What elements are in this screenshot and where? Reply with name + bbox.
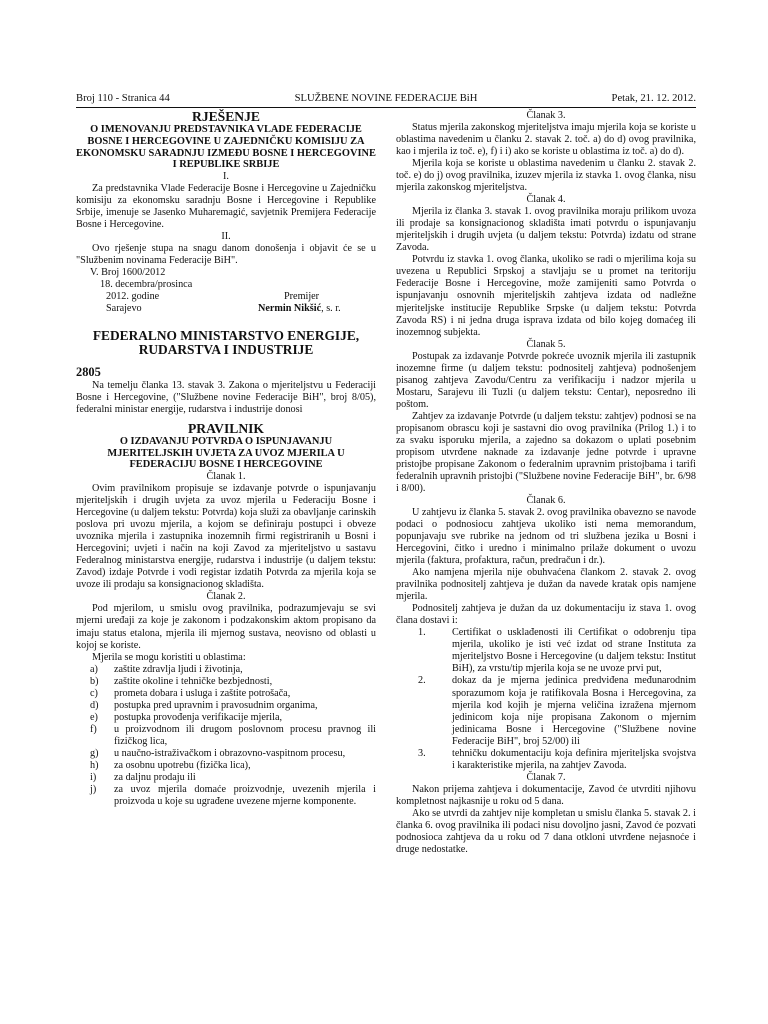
areas-list xyxy=(76,664,376,808)
paragraph: Ovo rješenje stupa na snagu danom donošenja i objavit će se u "Službenim novinama Federacije BiH". xyxy=(76,243,376,267)
list-item xyxy=(76,664,376,676)
reference-number: V. Broj 1600/2012 xyxy=(90,267,166,279)
list-item xyxy=(76,700,376,712)
paragraph: Mjerila iz članka 3. stavak 1. ovog pravilnika moraju prilikom uvoza ili prodaje sa konsignacionog skladišta imati potvrdu o ispunjavanju mjeriteljskih i drugih uvjeta (u daljem tekstu: Potvrda) izdatu od strane Zavoda. xyxy=(396,206,696,254)
signing-date: 18. decembra/prosinca xyxy=(100,279,193,291)
signatory-suffix: , s. r. xyxy=(321,303,341,315)
list-label: i) xyxy=(90,771,97,783)
list-text: tehničku dokumentaciju koja definira mjeriteljska svojstva i karakteristike mjerila, na zahtjev Zavoda. xyxy=(452,747,696,771)
paragraph: Status mjerila zakonskog mjeriteljstva imaju mjerila koja se koriste u oblastima navedenim u članku 2. stavak 2. toč. a) do d) ovog pravilnika, kao i mjerila iz toč. e), f) i i) ako se koriste u oblastima iz toč. a) do d). xyxy=(396,122,696,158)
signing-year: 2012. godine xyxy=(106,291,160,303)
article-heading: Članak 4. xyxy=(526,194,566,206)
regulation-subtitle: O IZDAVANJU POTVRDA O ISPUNJAVANJU MJERITELJSKIH UVJETA ZA UVOZ MJERILA U FEDERACIJU BOSNE I HERCEGOVINE xyxy=(107,436,345,471)
list-label: j) xyxy=(90,783,97,795)
paragraph: Za predstavnika Vlade Federacije Bosne i Hercegovine u Zajedničku komisiju za ekonomsku saradnju Bosne i Hercegovine i Republike Srbije, imenuje se Jasenko Muharemagić, savjetnik Premijera Federacije Bosne i Hercegovine. xyxy=(76,182,376,230)
paragraph: Zahtjev za izdavanje Potvrde (u daljem tekstu: zahtjev) podnosi se na propisanom obrascu koji je sastavni dio ovog pravilnika (Prilog 1.) i to za svaku isporuku mjerila, a zajedno sa dokazom o uplati posebnim propisom utvrđene naknade za izdavanje jedne potvrde i upravne pristojbe propisane Zakonom o federalnim upravnim pristojbama i tarifi federalnih upravnih pristojbi ("Službene novine Federacije BiH", br. 6/98 i 8/00). xyxy=(396,410,696,494)
paragraph: Pod mjerilom, u smislu ovog pravilnika, podrazumjevaju se svi mjerni uređaji za koje je zakonom i podzakonskim aktom propisano da imaju status etalona, mjerila ili mjernog sustava, neovisno od oblasti u kojoj se koriste. xyxy=(76,603,376,651)
list-text: prometa dobara i usluga i zaštite potrošača, xyxy=(114,687,291,699)
list-text: postupka pred upravnim i pravosudnim organima, xyxy=(114,699,318,711)
article-heading: Članak 2. xyxy=(206,591,246,603)
decision-subtitle: O IMENOVANJU PREDSTAVNIKA VLADE FEDERACIJE BOSNE I HERCEGOVINE U ZAJEDNIČKU KOMISIJU ZA EKONOMSKU SARADNJU IZMEĐU BOSNE I HERCEGOVINE I REPUBLIKE SRBIJE xyxy=(76,124,376,171)
list-item xyxy=(76,712,376,724)
list-label: e) xyxy=(90,711,98,723)
right-column xyxy=(396,110,696,856)
list-item xyxy=(396,748,696,772)
signatory-name: Nermin Nikšić xyxy=(258,303,322,315)
paragraph: Mjerila se mogu koristiti u oblastima: xyxy=(92,651,246,663)
paragraph: Ako se utvrdi da zahtjev nije kompletan u smislu članka 5. stavak 2. i članka 6. ovog pravilnika ili podaci nisu dovoljno jasni, Zavod će pozvati podnosioca zahtjeva da u roku od 7 dana otkloni utvrđene nejasnoće i druge nedostatke. xyxy=(396,807,696,855)
article-heading: Članak 3. xyxy=(526,110,566,121)
list-label: 2. xyxy=(418,675,426,687)
signature-block xyxy=(76,267,376,315)
list-item xyxy=(396,627,696,675)
paragraph: Nakon prijema zahtjeva i dokumentacije, Zavod će utvrditi njihovu kompletnost najkasnije u roku od 5 dana. xyxy=(396,783,696,807)
article-heading: Članak 7. xyxy=(526,771,566,783)
paragraph: Podnositelj zahtjeva je dužan da uz dokumentaciju iz stava 1. ovog člana dostavi i: xyxy=(396,603,696,627)
preamble: Na temelju članka 13. stavak 3. Zakona o mjeriteljstvu u Federaciji Bosne i Hercegovine, ("Službene novine Federacije BiH", broj 8/05), federalni ministar energije, rudarstva i industrije donosi xyxy=(76,379,376,415)
publication-title: SLUŽBENE NOVINE FEDERACIJE BiH xyxy=(294,93,478,104)
decision-title: RJEŠENJE xyxy=(192,109,260,124)
list-text: za osobnu upotrebu (fizička lica), xyxy=(114,759,251,771)
paragraph: Potvrdu iz stavka 1. ovog članka, ukoliko se radi o mjerilima koja su uvezena u Republici Srpskoj a stavljaju se u promet na teritoriju Federacije Bosne i Hercegovine, može zamijeniti samo Potvrda o ispunjavanju osnovnih mjeriteljskih zahtjeva izdata od nadležne mjeriteljske institucije Republike Srpske (u daljem tekstu: Potvrda Zavoda RS) i ni jedna druga isprava izdata od bilo kojeg domaćeg ili inozemnog subjekta. xyxy=(396,254,696,338)
list-label: 1. xyxy=(418,627,426,639)
page-header xyxy=(76,93,696,107)
document-number: 2805 xyxy=(76,365,101,380)
signatory xyxy=(258,303,341,315)
list-item xyxy=(76,748,376,760)
list-label: f) xyxy=(90,723,97,735)
article-heading: Članak 5. xyxy=(526,338,566,350)
list-text: u proizvodnom ili drugom poslovnom procesu pravnog ili fizičkog lica, xyxy=(114,723,376,747)
section-number: I. xyxy=(223,170,229,182)
documents-list xyxy=(396,627,696,771)
header-rule xyxy=(76,107,696,108)
article-heading: Članak 6. xyxy=(526,495,566,506)
paragraph: U zahtjevu iz članka 5. stavak 2. ovog pravilnika obavezno se navode podaci o podnosiocu zahtjeva ukoliko isti nema memorandum, popunjavaju sve rubrike na jednom od tri službena jezika u Bosni i Hercegovini, čitko i uredno i minimalno prilaže dokument o uvozu mjerila (faktura, profaktura, račun, predračun i dr.). xyxy=(396,507,696,567)
list-label: 3. xyxy=(418,747,426,759)
page-number: Broj 110 - Stranica 44 xyxy=(76,93,170,104)
paragraph: Ako namjena mjerila nije obuhvaćena člankom 2. stavak 2. ovog pravilnika podnositelj zahtjeva je dužan da navede kratak opis namjene mjerila. xyxy=(396,567,696,603)
regulation-title: PRAVILNIK xyxy=(187,420,265,436)
list-text: dokaz da je mjerna jedinica predviđena međunarodnim sporazumom koja je ratifikovala Bosna i Hercegovina, za mjerila kod kojih je mjerna veličina izražena mjernom jedinicom koja nije propisana Zakonom o mjernim jedinicama Bosne i Hercegovine ("Službene novine Federacije BiH", broj 52/00) ili xyxy=(452,675,696,747)
signatory-role: Premijer xyxy=(284,291,320,303)
list-text: Certifikat o usklađenosti ili Certifikat o odobrenju tipa mjerila, ukoliko je isti već izdat od strane Instituta za mjeriteljstvo Bosne i Hercegovine (u daljem tekstu: Institut BiH), za vrstu/tip mjerila koja se ne uvoze prvi put, xyxy=(452,627,696,675)
list-label: h) xyxy=(90,759,99,771)
section-number: II. xyxy=(221,230,231,242)
article-heading: Članak 1. xyxy=(206,471,246,483)
list-item xyxy=(76,676,376,688)
list-text: za daljnu prodaju ili xyxy=(114,771,196,783)
list-item xyxy=(76,772,376,784)
list-text: zaštite okoline i tehničke bezbjednosti, xyxy=(114,675,273,687)
list-item xyxy=(76,760,376,772)
list-text: u naučno-istraživačkom i obrazovno-vaspitnom procesu, xyxy=(114,747,346,759)
list-label: d) xyxy=(90,699,99,711)
list-label: a) xyxy=(90,663,98,675)
paragraph: Postupak za izdavanje Potvrde pokreće uvoznik mjerila ili zastupnik inozemne firme (u daljem tekstu: podnositelj zahtjeva) podnošenjem pisanog zahtjeva Zavodu/Centru za verifikaciju i nadzor mjerila u Mostaru, Sarajevu ili Tuzli (u daljem tekstu: Centar), neposredno ili poštom. xyxy=(396,350,696,410)
list-text: postupka provođenja verifikacije mjerila, xyxy=(114,711,283,723)
signing-place: Sarajevo xyxy=(106,303,142,315)
paragraph: Mjerila koja se koriste u oblastima navedenim u članku 2. stavak 2. toč. e) do j) ovog pravilnika, izuzev mjerila iz stavka 1. ovog članka, nisu mjerila zakonskog mjeriteljstva. xyxy=(396,158,696,194)
list-label: b) xyxy=(90,675,99,687)
list-label: g) xyxy=(90,747,99,759)
list-text: zaštite zdravlja ljudi i životinja, xyxy=(114,663,243,675)
paragraph: Ovim pravilnikom propisuje se izdavanje potvrde o ispunjavanju mjeriteljskih i drugih uvjeta za uvoz mjerila u Federaciju Bosne i Hercegovine (u daljem tekstu: Potvrda) koja služi za obavljanje carinskih poslova pri uvozu mjerila, a kojom se definiraju postupci i obveze uvoznika mjerila i zastupnika inozemnih firmi registriranih u Bosni i Hercegovini; uvjeti i način na koji Zavod za mjeriteljstvo u sastavu Federalnog ministarstva energije, rudarstva i industrije (u daljem tekstu: Zavod) izdaje Potvrde i vodi registar izdatih Potvrda za mjerila koja se uvoze ili prodaju sa konsignacionog skladišta. xyxy=(76,483,376,591)
issue-date: Petak, 21. 12. 2012. xyxy=(611,93,696,104)
list-item xyxy=(76,688,376,700)
list-label: c) xyxy=(90,687,98,699)
list-text: za uvoz mjerila domaće proizvodnje, uvezenih mjerila i proizvoda u koje su ugrađene uvezene mjerne komponente. xyxy=(114,783,376,807)
list-item xyxy=(396,675,696,747)
list-item xyxy=(76,724,376,748)
ministry-title: FEDERALNO MINISTARSTVO ENERGIJE, RUDARSTVA I INDUSTRIJE xyxy=(92,328,360,358)
list-item xyxy=(76,784,376,808)
left-column xyxy=(76,110,376,808)
